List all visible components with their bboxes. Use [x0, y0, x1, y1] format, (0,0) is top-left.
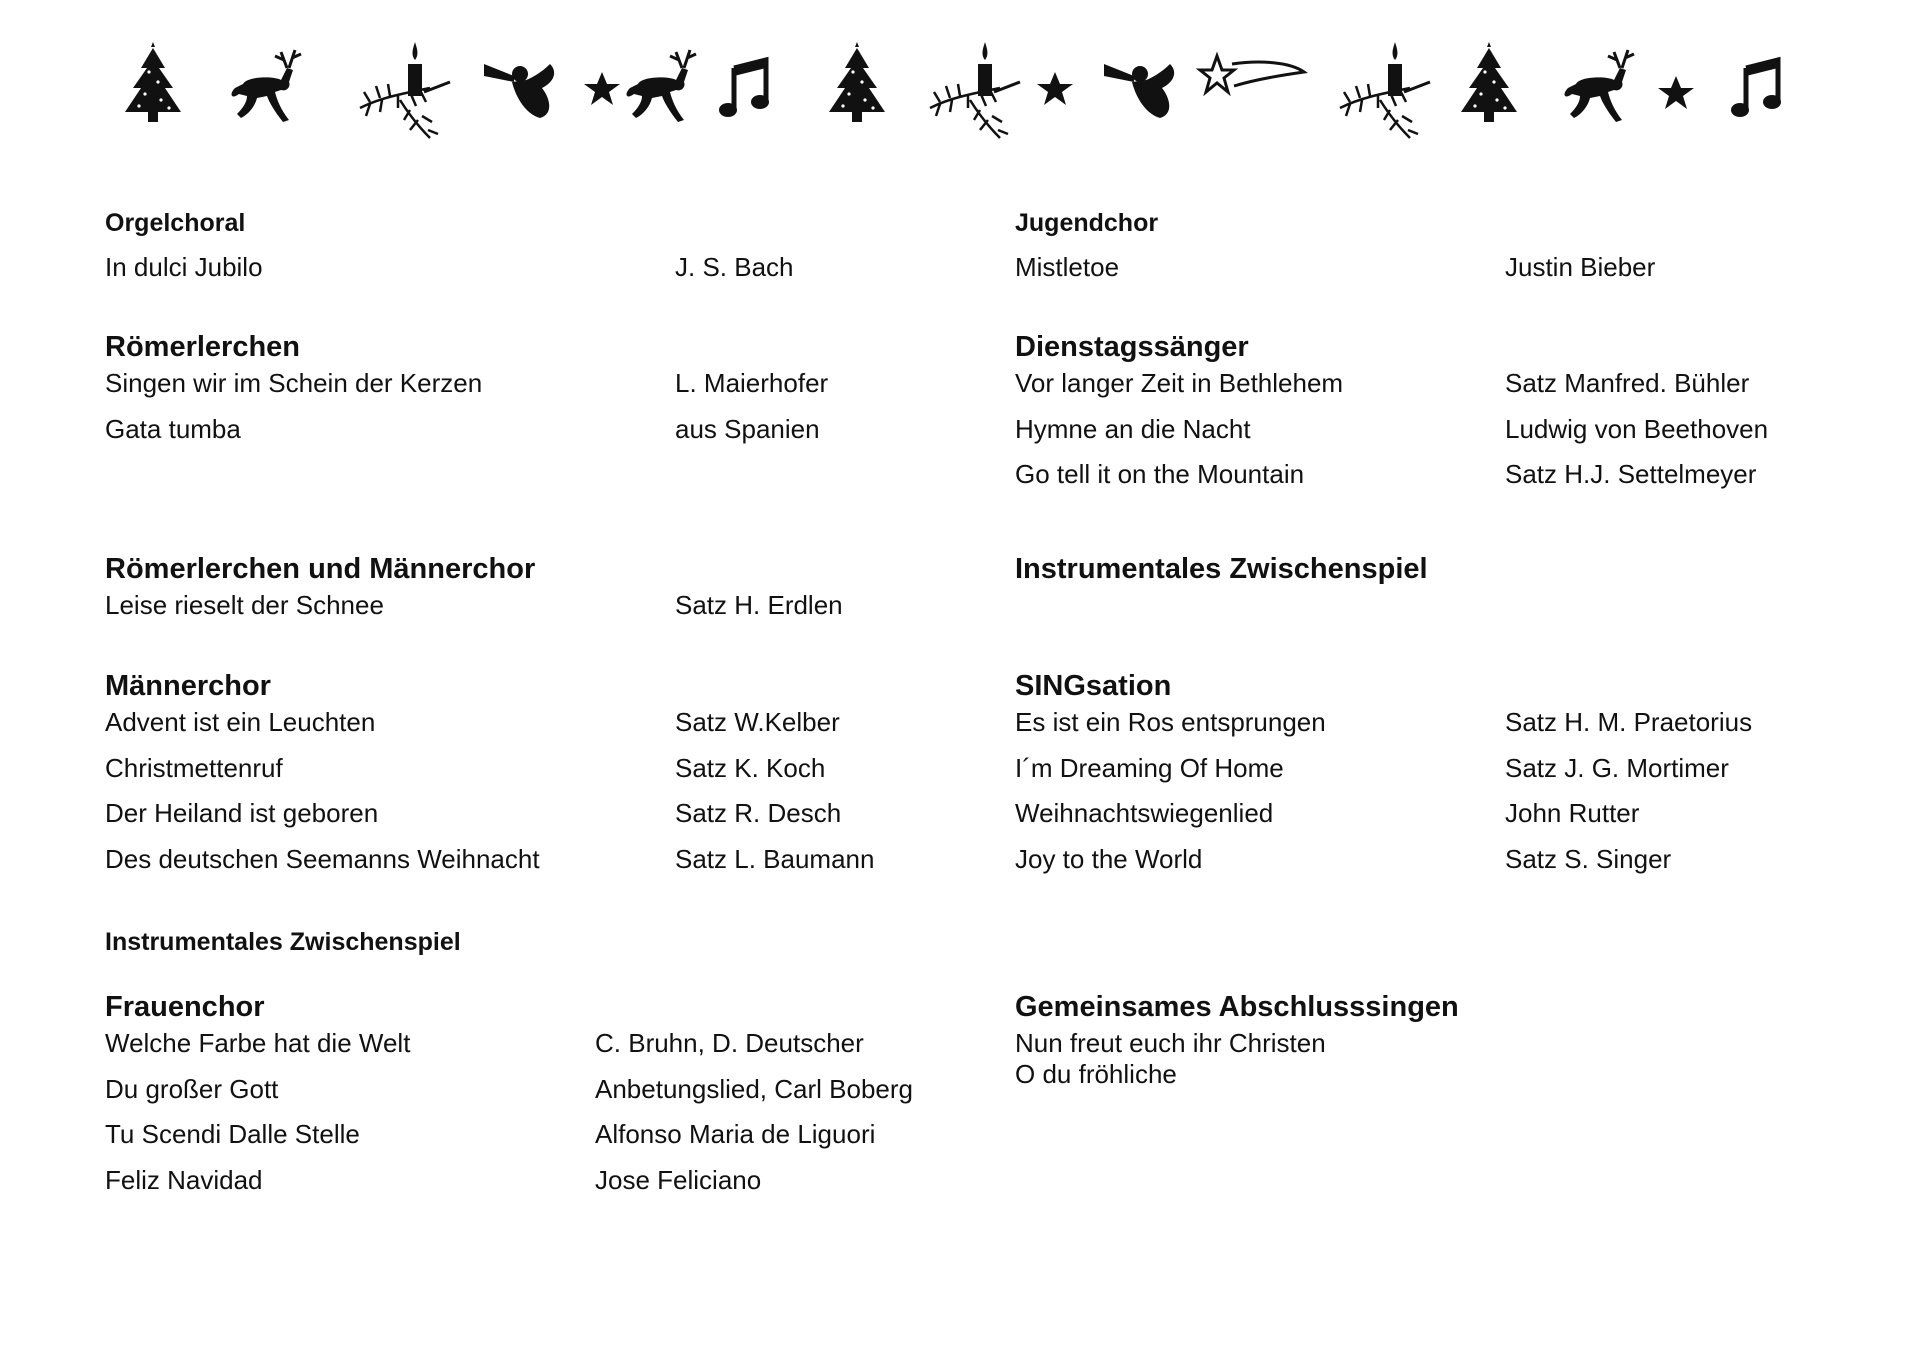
section-title: Orgelchoral	[105, 209, 246, 237]
program-row	[1015, 752, 1729, 799]
reindeer-icon	[1565, 50, 1634, 122]
piece-title: Weihnachtswiegenlied	[1015, 798, 1274, 828]
angel-trumpet-icon	[1104, 64, 1174, 118]
section-title: SINGsation	[1015, 670, 1172, 702]
angel-trumpet-icon	[484, 64, 554, 118]
star-icon	[584, 72, 620, 105]
program-row	[105, 590, 843, 636]
piece-composer: Satz K. Koch	[675, 752, 826, 783]
tree-icon	[125, 42, 181, 122]
piece-title: Nun freut euch ihr Christen	[1015, 1028, 1326, 1058]
section-maennerchor	[105, 669, 875, 889]
section-title: Gemeinsames Abschlusssingen	[1015, 991, 1459, 1023]
candle-branch-icon	[360, 42, 450, 138]
section-title: Römerlerchen	[105, 331, 301, 363]
section-jugendchor	[1015, 208, 1656, 298]
star-icon	[1658, 76, 1694, 109]
program-row	[105, 368, 829, 414]
piece-title: Singen wir im Schein der Kerzen	[105, 368, 483, 398]
piece-title: Feliz Navidad	[105, 1164, 263, 1195]
program-row	[1015, 798, 1640, 844]
section-frauenchor	[105, 990, 913, 1210]
program-row	[105, 413, 820, 460]
reindeer-icon	[232, 50, 301, 122]
piece-title: Hymne an die Nacht	[1015, 413, 1251, 444]
piece-composer: J. S. Bach	[675, 252, 794, 282]
piece-composer: aus Spanien	[675, 413, 820, 444]
piece-title: Des deutschen Seemanns Weihnacht	[105, 843, 540, 874]
piece-composer: C. Bruhn, D. Deutscher	[595, 1028, 864, 1058]
section-dienstagssaenger	[1015, 330, 1769, 505]
piece-title: Go tell it on the Mountain	[1015, 459, 1305, 489]
program-row	[1015, 707, 1753, 753]
program-row	[1015, 413, 1769, 460]
piece-title: Welche Farbe hat die Welt	[105, 1028, 411, 1058]
section-roemerlerchen-maennerchor	[105, 552, 843, 636]
program-row	[1015, 843, 1672, 890]
program-row	[1015, 459, 1757, 505]
program-row	[105, 252, 794, 298]
section-title: Frauenchor	[105, 991, 265, 1023]
music-note-icon	[1731, 60, 1781, 117]
piece-title: Christmettenruf	[105, 752, 283, 783]
section-title: Jugendchor	[1015, 209, 1159, 237]
star-icon	[1037, 72, 1073, 105]
piece-title: In dulci Jubilo	[105, 252, 263, 282]
program-row	[105, 843, 875, 890]
piece-composer: Satz H. Erdlen	[675, 590, 843, 620]
program-row	[1015, 1059, 1459, 1090]
piece-composer: Justin Bieber	[1505, 252, 1656, 282]
piece-composer: John Rutter	[1505, 798, 1640, 828]
section-zwischenspiel-left	[105, 927, 461, 957]
program-row	[1015, 252, 1656, 298]
section-title: Männerchor	[105, 670, 271, 702]
candle-branch-icon	[930, 42, 1020, 138]
tree-icon	[1461, 42, 1517, 122]
piece-title: I´m Dreaming Of Home	[1015, 752, 1284, 783]
piece-composer: Satz H. M. Praetorius	[1505, 707, 1753, 737]
piece-title: Advent ist ein Leuchten	[105, 707, 376, 737]
program-row	[105, 752, 826, 799]
section-title: Instrumentales Zwischenspiel	[105, 928, 461, 956]
program-row	[105, 1073, 913, 1120]
section-title: Instrumentales Zwischenspiel	[1015, 553, 1428, 585]
piece-composer: Satz L. Baumann	[675, 843, 875, 874]
piece-title: Gata tumba	[105, 413, 241, 444]
piece-title: Der Heiland ist geboren	[105, 798, 379, 828]
section-abschlusssingen	[1015, 990, 1459, 1090]
section-singsation	[1015, 669, 1753, 889]
reindeer-icon	[627, 50, 696, 122]
section-title: Dienstagssänger	[1015, 331, 1249, 363]
piece-composer: Satz R. Desch	[675, 798, 842, 828]
piece-composer: L. Maierhofer	[675, 368, 829, 398]
piece-title: Mistletoe	[1015, 252, 1120, 282]
program-row	[1015, 1028, 1459, 1059]
section-zwischenspiel-right	[1015, 552, 1428, 590]
program-row	[105, 707, 840, 753]
section-roemerlerchen	[105, 330, 829, 459]
piece-composer: Ludwig von Beethoven	[1505, 413, 1769, 444]
piece-composer: Satz H.J. Settelmeyer	[1505, 459, 1757, 489]
tree-icon	[829, 42, 885, 122]
program-row	[105, 1028, 864, 1074]
section-orgelchoral	[105, 208, 794, 298]
christmas-banner	[100, 28, 1820, 148]
piece-composer: Satz J. G. Mortimer	[1505, 752, 1729, 783]
candle-branch-icon	[1340, 42, 1430, 138]
piece-title: O du fröhliche	[1015, 1059, 1177, 1089]
piece-title: Leise rieselt der Schnee	[105, 590, 384, 620]
section-title: Römerlerchen und Männerchor	[105, 553, 536, 585]
piece-title: Es ist ein Ros entsprungen	[1015, 707, 1326, 737]
piece-composer: Jose Feliciano	[595, 1164, 762, 1195]
program-row	[105, 1119, 876, 1165]
piece-composer: Satz S. Singer	[1505, 843, 1672, 874]
piece-composer: Anbetungslied, Carl Boberg	[595, 1073, 913, 1104]
piece-composer: Satz W.Kelber	[675, 707, 840, 737]
piece-title: Vor langer Zeit in Bethlehem	[1015, 368, 1344, 398]
piece-title: Du großer Gott	[105, 1073, 279, 1104]
shooting-star-icon	[1200, 56, 1304, 92]
piece-title: Joy to the World	[1015, 843, 1203, 874]
piece-title: Tu Scendi Dalle Stelle	[105, 1119, 360, 1149]
program-row	[105, 1164, 762, 1211]
program-row	[1015, 368, 1750, 414]
piece-composer: Alfonso Maria de Liguori	[595, 1119, 876, 1149]
music-note-icon	[719, 60, 769, 117]
program-row	[105, 798, 842, 844]
piece-composer: Satz Manfred. Bühler	[1505, 368, 1750, 398]
